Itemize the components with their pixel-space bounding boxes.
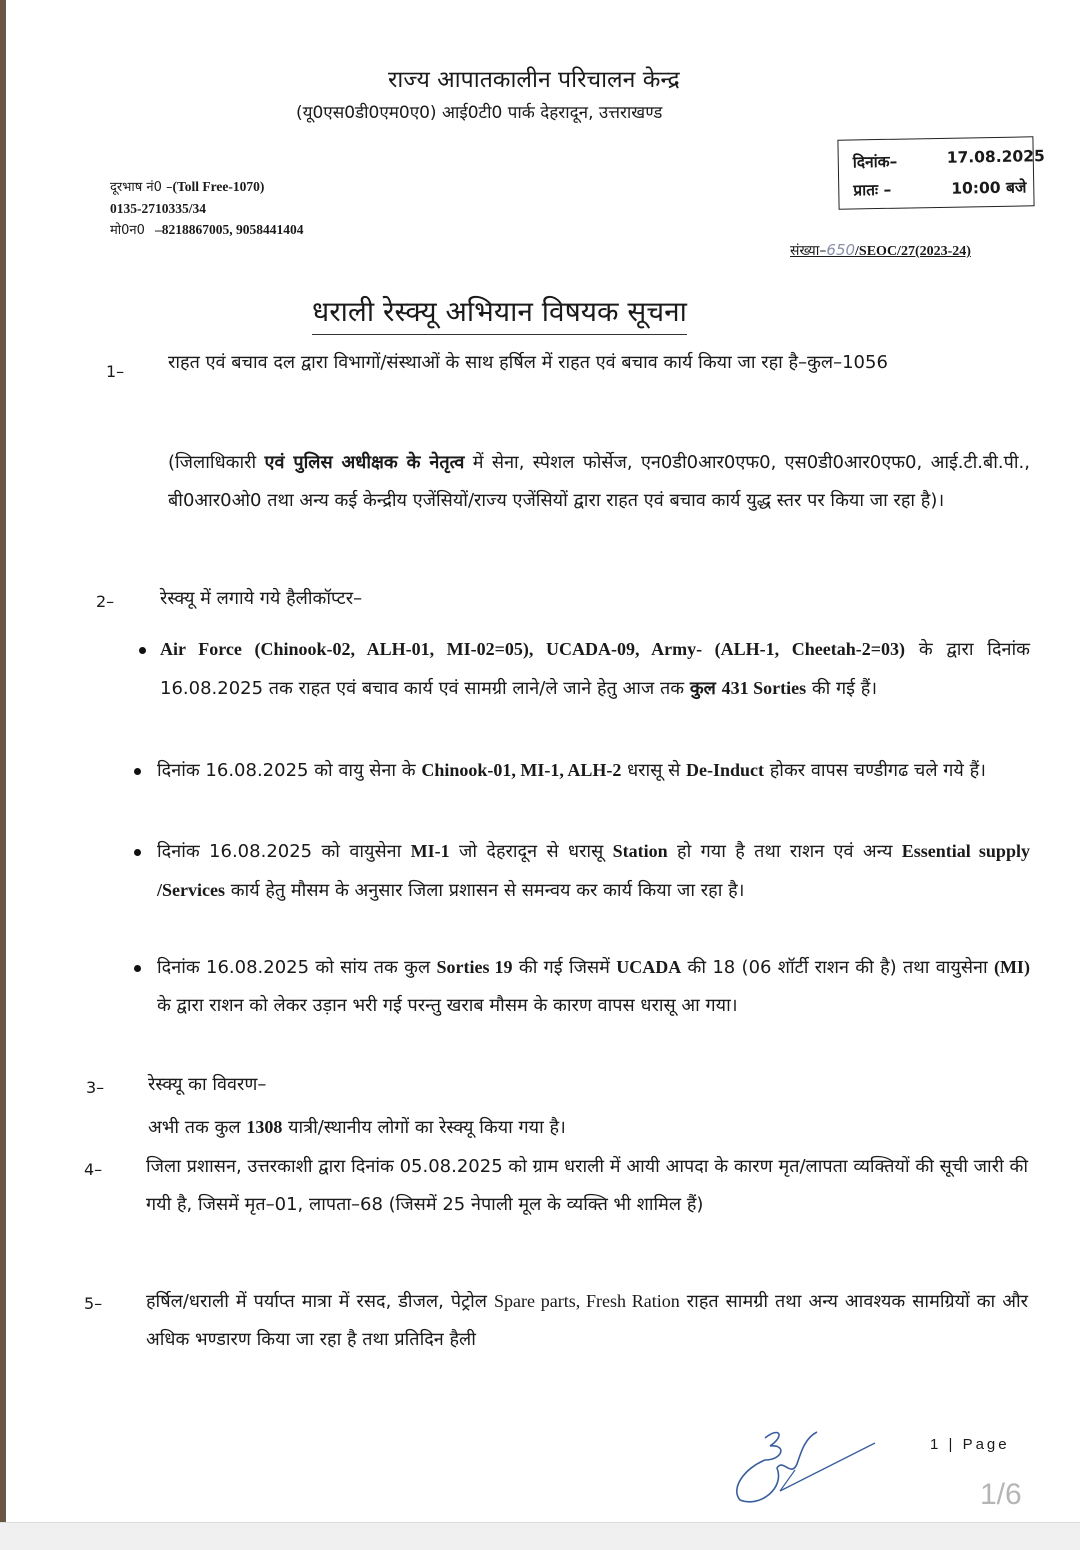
signature <box>725 1408 885 1508</box>
section-2-bullet-1 <box>160 630 1030 708</box>
bullet-2-en2: De-Induct <box>686 760 765 780</box>
bullet-4-hi4: के द्वारा राशन को लेकर उड़ान भरी गई परन्तु खराब मौसम के कारण वापस धरासू आ गया। <box>157 995 738 1016</box>
section-5-hi1: हर्षिल/धराली में पर्याप्त मात्रा में रसद, डीजल, पेट्रोल <box>146 1291 488 1312</box>
section-2-bullet-4 <box>157 948 1030 1025</box>
bullet-3-en2: Station <box>612 841 668 861</box>
section-1-note <box>168 444 1030 520</box>
bullet-3-en1: MI-1 <box>410 841 450 861</box>
bullet-2-en1: Chinook-01, MI-1, ALH-2 <box>421 760 622 780</box>
section-2-heading: रेस्क्यू में लगाये गये हैलीकॉप्टर– <box>160 588 363 609</box>
bullet-icon <box>134 965 141 972</box>
landline: 0135-2710335/34 <box>110 201 206 216</box>
mobile-label: मो0न0 <box>110 223 145 238</box>
section-3-number: 3– <box>86 1078 105 1097</box>
time-label: प्रातः – <box>853 180 892 200</box>
bullet-1-hi2: की गई हैं। <box>811 678 878 699</box>
bullet-2-hi3: होकर वापस चण्डीगढ चले गये हैं। <box>769 760 986 781</box>
section-3-text <box>148 1108 1028 1147</box>
section-2-bullet-3 <box>157 832 1030 910</box>
section-2-number: 2– <box>96 592 115 611</box>
bullet-icon <box>139 647 146 654</box>
section-1-note-b: में सेना, स्पेशल फोर्सेज, एन0डी0आर0एफ0, एस0डी0आर0एफ0, आई.टी.बी.पी., बी0आर0ओ0 तथा अन्य कई केन्द्रीय एजेंसियों/राज्य एजेंसियों द्वारा राहत एवं बचाव कार्य युद्ध स्तर पर किया जा रहा है)। <box>168 452 1030 511</box>
bullet-4-en1: Sorties 19 <box>436 957 513 977</box>
bullet-3-en3: Essential supply /Services <box>157 841 1030 900</box>
bullet-1-sorties: 431 Sorties <box>721 678 807 698</box>
reference-code: /SEOC/27(2023-24) <box>855 244 971 259</box>
section-1-note-bold: एवं पुलिस अधीक्षक के नेतृत्व <box>264 452 465 473</box>
section-1-note-a: (जिलाधिकारी <box>168 452 257 473</box>
phone-label: दूरभाष नं0 – <box>110 180 173 195</box>
page-indicator: 1/6 <box>980 1478 1022 1511</box>
mobile-numbers: –8218867005, 9058441404 <box>155 222 304 237</box>
contact-block <box>110 176 304 241</box>
reference-label: संख्या– <box>790 243 827 259</box>
date-box <box>837 136 1045 209</box>
reference-handwritten-number: 650 <box>826 241 856 259</box>
bullet-icon <box>134 768 141 775</box>
bullet-1-bold: कुल <box>689 678 716 699</box>
toll-free: (Toll Free-1070) <box>172 179 265 194</box>
section-1-number: 1– <box>106 362 125 381</box>
bullet-4-en2: UCADA <box>616 957 682 977</box>
section-3-heading: रेस्क्यू का विवरण– <box>148 1074 267 1095</box>
rescued-count: 1308 <box>246 1117 283 1137</box>
reference-number <box>790 241 971 260</box>
bullet-4-hi2: की गई जिसमें <box>518 957 610 978</box>
bullet-1-hi1: के द्वारा दिनांक 16.08.2025 तक राहत एवं बचाव कार्य एवं सामग्री लाने/ले जाने हेतु आज तक <box>160 639 1030 699</box>
date-value: 17.08.2025 <box>946 147 1045 167</box>
section-4-text: जिला प्रशासन, उत्तरकाशी द्वारा दिनांक 05.08.2025 को ग्राम धराली में आयी आपदा के कारण मृत/लापता व्यक्तियों की सूची जारी की गयी है, जिसमें मृत–01, लापता–68 (जिसमें 25 नेपाली मूल के व्यक्ति भी शामिल हैं) <box>146 1156 1028 1215</box>
section-3-text-a: अभी तक कुल <box>148 1117 241 1138</box>
viewer-bottom-bar <box>0 1522 1080 1550</box>
org-address: (यू0एस0डी0एम0ए0) आई0टी0 पार्क देहरादून, उत्तराखण्ड <box>296 103 663 123</box>
section-5-en1: Spare parts, Fresh Ration <box>494 1291 680 1311</box>
bullet-2-hi2: धरासू से <box>627 760 681 781</box>
date-label: दिनांक– <box>852 152 898 172</box>
section-4-number: 4– <box>84 1160 103 1179</box>
document-title: धराली रेस्क्यू अभियान विषयक सूचना <box>312 292 687 335</box>
section-5-text <box>146 1282 1028 1359</box>
bullet-4-hi1: दिनांक 16.08.2025 को सांय तक कुल <box>157 957 431 978</box>
section-5-hi2: राहत सामग्री तथा अन्य आवश्यक सामग्रियों का और अधिक भण्डारण किया जा रहा है तथा प्रतिदिन हैली <box>146 1291 1028 1350</box>
photo-edge <box>0 0 6 1549</box>
section-3-text-b: यात्री/स्थानीय लोगों का रेस्क्यू किया गया है। <box>288 1117 566 1138</box>
section-1-text: राहत एवं बचाव दल द्वारा विभागों/संस्थाओं के साथ हर्षिल में राहत एवं बचाव कार्य किया जा रहा है–कुल–1056 <box>168 352 888 373</box>
bullet-icon <box>134 849 141 856</box>
bullet-3-hi4: कार्य हेतु मौसम के अनुसार जिला प्रशासन से समन्वय कर कार्य किया जा रहा है। <box>230 880 745 901</box>
time-value: 10:00 बजे <box>951 178 1027 198</box>
bullet-2-hi1: दिनांक 16.08.2025 को वायु सेना के <box>157 760 416 781</box>
section-2-bullet-2 <box>157 751 1030 790</box>
bullet-4-hi3: की 18 (06 शॉर्टी राशन की है) तथा वायुसेना <box>687 957 988 978</box>
section-5-number: 5– <box>84 1294 103 1313</box>
bullet-1-en: Air Force (Chinook-02, ALH-01, MI-02=05), UCADA-09, Army- (ALH-1, Cheetah-2=03) <box>160 639 905 659</box>
bullet-3-hi3: हो गया है तथा राशन एवं अन्य <box>677 841 893 862</box>
bullet-3-hi2: जो देहरादून से धरासू <box>459 841 604 862</box>
page-footer-label: 1 | Page <box>930 1436 1010 1453</box>
bullet-3-hi1: दिनांक 16.08.2025 को वायुसेना <box>157 841 402 862</box>
org-name: राज्य आपातकालीन परिचालन केन्द्र <box>388 67 680 93</box>
bullet-4-en3: (MI) <box>993 957 1030 977</box>
